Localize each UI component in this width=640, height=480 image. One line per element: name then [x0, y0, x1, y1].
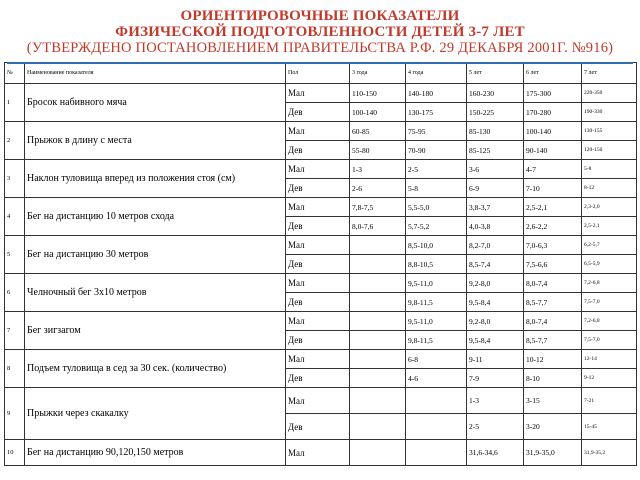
value-cell-3-years	[350, 312, 406, 331]
value-cell-3-years: 55-80	[350, 141, 406, 160]
value-cell-4-years: 75-95	[406, 122, 467, 141]
value-cell-3-years: 100-140	[350, 103, 406, 122]
sex-cell: Мал	[286, 236, 350, 255]
accent-line	[7, 62, 633, 64]
value-cell-6-years: 170-280	[524, 103, 582, 122]
sex-cell: Дев	[286, 217, 350, 236]
value-cell-4-years: 140-180	[406, 84, 467, 103]
row-number: 9	[5, 388, 25, 440]
value-cell-3-years: 7,8-7,5	[350, 198, 406, 217]
value-cell-3-years: 2-6	[350, 179, 406, 198]
value-cell-4-years: 5-8	[406, 179, 467, 198]
value-cell-5-years: 3,8-3,7	[467, 198, 524, 217]
row-number: 1	[5, 84, 25, 122]
value-cell-6-years: 7,5-6,6	[524, 255, 582, 274]
value-cell-5-years: 9-11	[467, 350, 524, 369]
value-cell-7-years: 31,9-35,2	[582, 440, 637, 466]
value-cell-3-years: 8,0-7,6	[350, 217, 406, 236]
value-cell-7-years: 12-14	[582, 350, 637, 369]
value-cell-4-years: 2-5	[406, 160, 467, 179]
standards-table	[4, 62, 637, 466]
header-3-years: 3 года	[350, 63, 406, 84]
indicator-name: Бросок набивного мяча	[25, 84, 286, 122]
sex-cell: Мал	[286, 388, 350, 414]
table-row	[5, 198, 637, 217]
value-cell-4-years	[406, 440, 467, 466]
value-cell-6-years: 8-10	[524, 369, 582, 388]
value-cell-6-years: 8,5-7,7	[524, 331, 582, 350]
row-number: 3	[5, 160, 25, 198]
table-body	[5, 84, 637, 466]
value-cell-3-years	[350, 414, 406, 440]
row-number: 6	[5, 274, 25, 312]
value-cell-4-years: 9,8-11,5	[406, 293, 467, 312]
value-cell-7-years: 7,5-7,0	[582, 293, 637, 312]
header-num: №	[5, 63, 25, 84]
value-cell-3-years	[350, 274, 406, 293]
value-cell-5-years: 9,5-8,4	[467, 331, 524, 350]
table-row	[5, 312, 637, 331]
value-cell-7-years: 7-21	[582, 388, 637, 414]
value-cell-7-years: 8-12	[582, 179, 637, 198]
value-cell-7-years: 7,2-6,8	[582, 312, 637, 331]
header-sex: Пол	[286, 63, 350, 84]
value-cell-4-years	[406, 414, 467, 440]
value-cell-7-years: 7,2-6,8	[582, 274, 637, 293]
value-cell-6-years: 3-15	[524, 388, 582, 414]
value-cell-6-years: 100-140	[524, 122, 582, 141]
value-cell-7-years: 130-155	[582, 122, 637, 141]
sex-cell: Дев	[286, 331, 350, 350]
value-cell-3-years: 1-3	[350, 160, 406, 179]
value-cell-6-years: 175-300	[524, 84, 582, 103]
row-number: 7	[5, 312, 25, 350]
indicator-name: Челночный бег 3х10 метров	[25, 274, 286, 312]
value-cell-4-years: 4-6	[406, 369, 467, 388]
row-number: 4	[5, 198, 25, 236]
value-cell-4-years: 130-175	[406, 103, 467, 122]
value-cell-3-years: 110-150	[350, 84, 406, 103]
value-cell-6-years: 3-20	[524, 414, 582, 440]
value-cell-5-years: 2-5	[467, 414, 524, 440]
value-cell-5-years: 1-3	[467, 388, 524, 414]
row-number: 2	[5, 122, 25, 160]
header-7-years: 7 лет	[582, 63, 637, 84]
indicator-name: Бег на дистанцию 10 метров схода	[25, 198, 286, 236]
value-cell-6-years: 7-10	[524, 179, 582, 198]
sex-cell: Мал	[286, 160, 350, 179]
indicator-name: Прыжок в длину с места	[25, 122, 286, 160]
value-cell-5-years: 3-6	[467, 160, 524, 179]
sex-cell: Мал	[286, 274, 350, 293]
table-row	[5, 274, 637, 293]
value-cell-6-years: 2,6-2,2	[524, 217, 582, 236]
row-number: 10	[5, 440, 25, 466]
value-cell-4-years: 6-8	[406, 350, 467, 369]
value-cell-3-years	[350, 369, 406, 388]
value-cell-7-years: 190-330	[582, 103, 637, 122]
value-cell-5-years: 8,5-7,4	[467, 255, 524, 274]
sex-cell: Дев	[286, 103, 350, 122]
row-number: 8	[5, 350, 25, 388]
header-6-years: 6 лет	[524, 63, 582, 84]
header-name: Наименование показателя	[25, 63, 286, 84]
header-4-years: 4 года	[406, 63, 467, 84]
indicator-name: Прыжки через скакалку	[25, 388, 286, 440]
value-cell-5-years: 9,5-8,4	[467, 293, 524, 312]
value-cell-6-years: 8,5-7,7	[524, 293, 582, 312]
sex-cell: Мал	[286, 84, 350, 103]
table-row	[5, 84, 637, 103]
value-cell-7-years: 2,3-2,0	[582, 198, 637, 217]
value-cell-5-years: 160-230	[467, 84, 524, 103]
value-cell-5-years: 85-130	[467, 122, 524, 141]
indicator-name: Подъем туловища в сед за 30 сек. (количество)	[25, 350, 286, 388]
value-cell-5-years: 6-9	[467, 179, 524, 198]
value-cell-4-years: 9,5-11,0	[406, 274, 467, 293]
value-cell-3-years	[350, 236, 406, 255]
title-line-2: ФИЗИЧЕСКОЙ ПОДГОТОВЛЕННОСТИ ДЕТЕЙ 3-7 ЛЕТ	[115, 24, 525, 40]
value-cell-3-years	[350, 293, 406, 312]
value-cell-6-years: 8,0-7,4	[524, 312, 582, 331]
value-cell-7-years: 2,5-2,1	[582, 217, 637, 236]
table-row	[5, 236, 637, 255]
sex-cell: Мал	[286, 440, 350, 466]
value-cell-5-years: 4,0-3,8	[467, 217, 524, 236]
title-line-1: ОРИЕНТИРОВОЧНЫЕ ПОКАЗАТЕЛИ	[180, 8, 460, 24]
value-cell-3-years	[350, 388, 406, 414]
sex-cell: Дев	[286, 141, 350, 160]
value-cell-7-years: 6,5-5,9	[582, 255, 637, 274]
value-cell-4-years: 70-90	[406, 141, 467, 160]
value-cell-5-years: 31,6-34,6	[467, 440, 524, 466]
value-cell-5-years: 150-225	[467, 103, 524, 122]
sex-cell: Мал	[286, 122, 350, 141]
sex-cell: Дев	[286, 255, 350, 274]
value-cell-7-years: 7,5-7,0	[582, 331, 637, 350]
indicator-name: Бег зигзагом	[25, 312, 286, 350]
value-cell-7-years: 9-12	[582, 369, 637, 388]
sex-cell: Дев	[286, 369, 350, 388]
indicator-name: Бег на дистанцию 90,120,150 метров	[25, 440, 286, 466]
table-row	[5, 122, 637, 141]
value-cell-3-years	[350, 255, 406, 274]
title-block	[0, 8, 640, 56]
table-row	[5, 388, 637, 414]
value-cell-4-years: 9,8-11,5	[406, 331, 467, 350]
value-cell-3-years: 60-85	[350, 122, 406, 141]
value-cell-7-years: 120-150	[582, 141, 637, 160]
value-cell-6-years: 4-7	[524, 160, 582, 179]
header-row	[5, 63, 637, 84]
value-cell-3-years	[350, 331, 406, 350]
value-cell-5-years: 7-9	[467, 369, 524, 388]
value-cell-6-years: 8,0-7,4	[524, 274, 582, 293]
value-cell-4-years: 5,5-5,0	[406, 198, 467, 217]
value-cell-5-years: 8,2-7,0	[467, 236, 524, 255]
row-number: 5	[5, 236, 25, 274]
sex-cell: Мал	[286, 312, 350, 331]
value-cell-7-years: 15-45	[582, 414, 637, 440]
sex-cell: Мал	[286, 350, 350, 369]
value-cell-4-years: 9,5-11,0	[406, 312, 467, 331]
value-cell-4-years: 5,7-5,2	[406, 217, 467, 236]
sex-cell: Дев	[286, 414, 350, 440]
indicator-name: Наклон туловища вперед из положения стоя (см)	[25, 160, 286, 198]
value-cell-5-years: 85-125	[467, 141, 524, 160]
sex-cell: Дев	[286, 293, 350, 312]
value-cell-3-years	[350, 440, 406, 466]
sex-cell: Дев	[286, 179, 350, 198]
table-row	[5, 440, 637, 466]
header-5-years: 5 лет	[467, 63, 524, 84]
value-cell-7-years: 6,2-5,7	[582, 236, 637, 255]
value-cell-7-years: 5-8	[582, 160, 637, 179]
title-line-3: (УТВЕРЖДЕНО ПОСТАНОВЛЕНИЕМ ПРАВИТЕЛЬСТВА Р.Ф. 29 ДЕКАБРЯ 2001Г. №916)	[26, 40, 614, 56]
table-row	[5, 160, 637, 179]
value-cell-3-years	[350, 350, 406, 369]
value-cell-6-years: 10-12	[524, 350, 582, 369]
sex-cell: Мал	[286, 198, 350, 217]
value-cell-7-years: 220-350	[582, 84, 637, 103]
value-cell-6-years: 90-140	[524, 141, 582, 160]
value-cell-4-years: 8,5-10,0	[406, 236, 467, 255]
value-cell-5-years: 9,2-8,0	[467, 274, 524, 293]
indicator-name: Бег на дистанцию 30 метров	[25, 236, 286, 274]
value-cell-6-years: 7,0-6,3	[524, 236, 582, 255]
value-cell-6-years: 2,5-2,1	[524, 198, 582, 217]
value-cell-4-years: 8,8-10,5	[406, 255, 467, 274]
value-cell-4-years	[406, 388, 467, 414]
table-row	[5, 350, 637, 369]
value-cell-6-years: 31,9-35,0	[524, 440, 582, 466]
value-cell-5-years: 9,2-8,0	[467, 312, 524, 331]
